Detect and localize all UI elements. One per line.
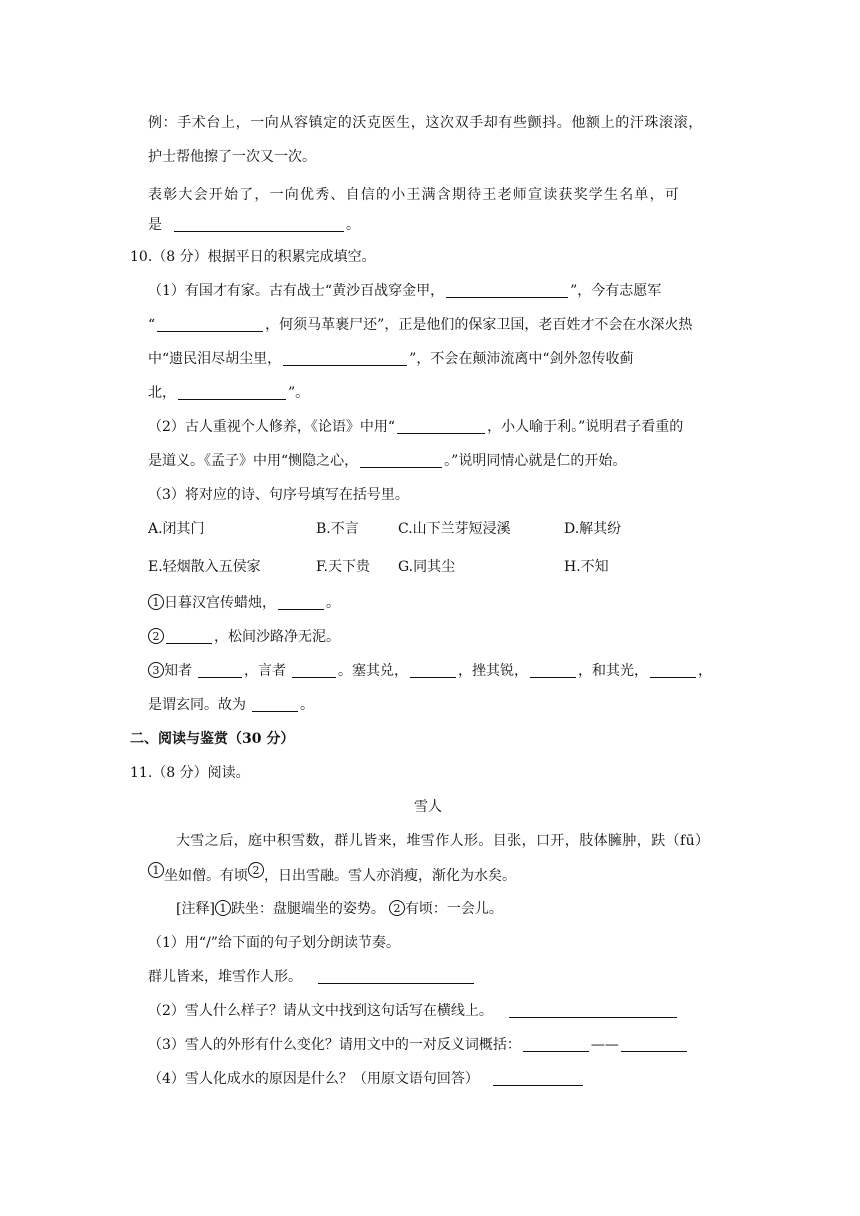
note-marker-2: 2: [389, 900, 405, 916]
answer-blank[interactable]: [509, 1001, 677, 1018]
text-span: （1）用“/”给下面的句子划分朗读节奏。: [148, 935, 400, 951]
text-span: ，挫其锐，: [458, 663, 528, 679]
options-row-2: [0, 554, 860, 580]
text-span: （4）雪人化成水的原因是什么？（用原文语句回答）: [148, 1071, 479, 1087]
text-span: E.轻烟散入五侯家: [148, 559, 261, 575]
q10-part1-line2: [0, 312, 860, 338]
text-span: 。: [326, 595, 340, 611]
text-span: [148, 312, 692, 338]
item-3-continued: [0, 692, 860, 718]
text-span: ”。: [288, 385, 310, 401]
text-span: （2）雪人什么样子？请从文中找到这句话写在横线上。: [148, 1003, 493, 1019]
text-span: 。: [300, 697, 314, 713]
fill-blank[interactable]: [283, 349, 407, 366]
text-span: [148, 212, 360, 238]
text-span: ——: [590, 1037, 619, 1053]
fill-blank[interactable]: [252, 695, 298, 712]
text-span: 北，: [148, 385, 176, 401]
fill-blank[interactable]: [360, 451, 442, 468]
fill-blank[interactable]: [157, 315, 263, 332]
text-span: 是: [148, 217, 162, 233]
passage-line-2: [0, 862, 860, 888]
text-span: ，松间沙路净无泥。: [214, 629, 340, 645]
text-span: [148, 1032, 689, 1058]
text-span: [148, 624, 340, 650]
text-span: 大雪之后，庭中积雪数，群儿皆来，堆雪作人形。目张，口开，肢体臃肿，趺（fū）: [176, 833, 710, 849]
text-span: ，何须马革裹尸还”，正是他们的保家卫国，老百姓才不会在水深火热: [265, 317, 693, 333]
q11-sub2: [0, 998, 860, 1024]
text-span: ，: [698, 663, 712, 679]
text-span: 10.（8 分）根据平日的积累完成填空。: [130, 249, 376, 265]
text-span: 护士帮他擦了一次又一次。: [148, 149, 316, 165]
text-span: 是谓玄同。故为: [148, 697, 246, 713]
text-span: [148, 448, 626, 474]
text-span: [148, 658, 712, 684]
text-span: 二、阅读与鉴赏（30 分）: [130, 731, 295, 747]
text-span: （3）雪人的外形有什么变化？请用文中的一对反义词概括：: [148, 1037, 521, 1053]
item-2: [0, 624, 860, 650]
text-span: ，小人喻于利。”说明君子看重的: [487, 419, 684, 435]
question-10-heading: [0, 244, 860, 270]
q10-part3-instruction: [0, 482, 860, 508]
text-span: 雪人: [414, 799, 442, 815]
circled-number-2: 2: [148, 628, 164, 644]
q10-part2-line1: [0, 414, 860, 440]
text-span: [注释]: [176, 901, 215, 917]
q10-part1-line3: [0, 346, 860, 372]
q11-sub3: [0, 1032, 860, 1058]
answer-blank[interactable]: [523, 1035, 589, 1052]
text-span: [148, 380, 309, 406]
circled-number-3: 3: [148, 662, 164, 678]
text-span: 。”说明同情心就是仁的开始。: [444, 453, 627, 469]
text-span: ”，今有志愿军: [570, 283, 662, 299]
q10-part1-line4: [0, 380, 860, 406]
text-span: G.同其尘: [398, 559, 456, 575]
section-heading: [0, 726, 860, 752]
text-span: 例：手术台上，一向从容镇定的沃克医生，这次双手却有些颤抖。他额上的汗珠滚滚，: [148, 115, 703, 131]
q11-sub1-sentence: [0, 964, 860, 990]
example-line-2: [0, 144, 860, 170]
fill-blank[interactable]: [166, 627, 212, 644]
text-span: [148, 692, 314, 718]
fill-blank[interactable]: [397, 417, 485, 434]
passage-line-1: [0, 828, 860, 854]
item-1: [0, 590, 860, 616]
text-span: 11.（8 分）阅读。: [130, 765, 250, 781]
fill-blank[interactable]: [410, 661, 456, 678]
prompt-line-2: [0, 212, 860, 238]
q10-part1-line1: [0, 278, 860, 304]
answer-blank[interactable]: [621, 1035, 687, 1052]
fill-blank[interactable]: [178, 383, 286, 400]
text-span: （1）有国才有家。古有战士“黄沙百战穿金甲，: [148, 283, 445, 299]
answer-blank[interactable]: [318, 967, 474, 984]
text-span: 。塞其兑，: [338, 663, 408, 679]
text-span: F.天下贵: [316, 559, 370, 575]
text-span: 趺坐：盘腿端坐的姿势。: [230, 901, 385, 917]
text-span: [148, 964, 476, 990]
circled-number-1: 1: [148, 594, 164, 610]
text-span: 群儿皆来，堆雪作人形。: [148, 969, 302, 985]
text-span: ”，不会在颠沛流离中“剑外忽传收蓟: [409, 351, 634, 367]
fill-blank[interactable]: [292, 661, 336, 678]
text-span: [148, 414, 683, 440]
text-span: [148, 346, 634, 372]
text-span: B.不言: [316, 521, 359, 537]
fill-blank[interactable]: [278, 593, 324, 610]
fill-blank[interactable]: [650, 661, 696, 678]
text-span: ，言者: [244, 663, 286, 679]
answer-blank[interactable]: [493, 1069, 583, 1086]
item-3: [0, 658, 860, 684]
text-span: [148, 1066, 585, 1092]
prompt-line-1: [0, 182, 860, 208]
footnote-marker-1: 1: [148, 862, 164, 878]
text-span: 是道义。《孟子》中用“恻隐之心，: [148, 453, 359, 469]
q11-sub1: [0, 930, 860, 956]
text-span: 坐如僧。有顷: [164, 868, 248, 884]
text-span: A.闭其门: [148, 521, 205, 537]
footnote-marker-2: 2: [248, 862, 264, 878]
text-span: （2）古人重视个人修养，《论语》中用“: [148, 419, 396, 435]
passage-title: [0, 794, 860, 820]
text-span: “: [148, 317, 156, 333]
text-span: ，和其光，: [578, 663, 648, 679]
fill-blank[interactable]: [198, 661, 242, 678]
text-span: [148, 278, 661, 304]
fill-blank[interactable]: [530, 661, 576, 678]
example-line-1: [0, 110, 860, 136]
text-span: 。: [346, 217, 360, 233]
text-span: [148, 998, 679, 1024]
fill-blank[interactable]: [446, 281, 568, 298]
note-marker-1: 1: [215, 900, 231, 916]
answer-blank[interactable]: [174, 215, 344, 232]
text-span: 表彰大会开始了，一向优秀、自信的小王满含期待王老师宣读获奖学生名单，可: [148, 187, 680, 203]
question-11-heading: [0, 760, 860, 786]
text-span: 中“遗民泪尽胡尘里，: [148, 351, 282, 367]
options-row-1: [0, 516, 860, 542]
text-span: 日暮汉宫传蜡烛，: [164, 595, 276, 611]
text-span: [176, 896, 503, 922]
text-span: （3）将对应的诗、句序号填写在括号里。: [148, 487, 409, 503]
text-span: 有顷：一会儿。: [404, 901, 503, 917]
text-span: [148, 862, 516, 889]
text-span: C.山下兰芽短浸溪: [398, 521, 511, 537]
text-span: H.不知: [564, 559, 609, 575]
passage-notes: [0, 896, 860, 922]
q10-part2-line2: [0, 448, 860, 474]
text-span: D.解其纷: [564, 521, 622, 537]
q11-sub4: [0, 1066, 860, 1092]
text-span: ，日出雪融。雪人亦消瘦，渐化为水矣。: [264, 868, 516, 884]
text-span: [148, 590, 340, 616]
text-span: 知者: [164, 663, 192, 679]
